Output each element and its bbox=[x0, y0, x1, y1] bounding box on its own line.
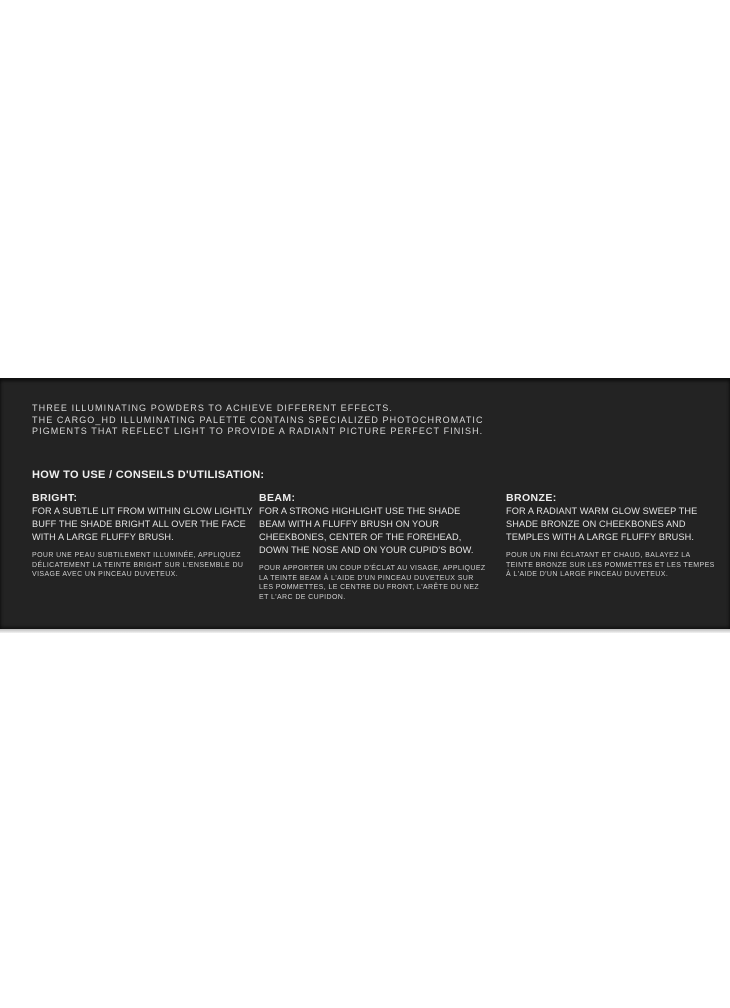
shade-beam-french: POUR APPORTER UN COUP D'ÉCLAT AU VISAGE, APPLIQUEZ LA TEINTE BEAM À L'AIDE D'UN PINCEAU DUVETEUX SUR LES POMMETTES, LE CENTRE DU FRONT, L'ARÊTE DU NEZ ET L'ARC DE CUPIDON. bbox=[259, 565, 486, 601]
shade-beam-english: FOR A STRONG HIGHLIGHT USE THE SHADE BEAM WITH A FLUFFY BRUSH ON YOUR CHEEKBONES, CENTER OF THE FOREHEAD, DOWN THE NOSE AND ON YOUR CUPID'S BOW. bbox=[259, 506, 474, 555]
shade-beam-section bbox=[259, 492, 489, 602]
shade-bright-title: BRIGHT: bbox=[32, 492, 78, 504]
shade-bright-section bbox=[32, 492, 262, 580]
shade-bright-french: POUR UNE PEAU SUBTILEMENT ILLUMINÉE, APPLIQUEZ DÉLICATEMENT LA TEINTE BRIGHT SUR L'ENSEMBLE DU VISAGE AVEC UN PINCEAU DUVETEUX. bbox=[32, 552, 244, 578]
shade-bronze-title: BRONZE: bbox=[506, 492, 557, 504]
intro-text bbox=[32, 403, 692, 438]
intro-line-1: THREE ILLUMINATING POWDERS TO ACHIEVE DIFFERENT EFFECTS. bbox=[32, 403, 393, 413]
shade-bronze-english: FOR A RADIANT WARM GLOW SWEEP THE SHADE BRONZE ON CHEEKBONES AND TEMPLES WITH A LARGE FLUFFY BRUSH. bbox=[506, 506, 698, 542]
shade-bright-english: FOR A SUBTLE LIT FROM WITHIN GLOW LIGHTLY BUFF THE SHADE BRIGHT ALL OVER THE FACE WITH A LARGE FLUFFY BRUSH. bbox=[32, 506, 253, 542]
intro-line-3: PIGMENTS THAT REFLECT LIGHT TO PROVIDE A RADIANT PICTURE PERFECT FINISH. bbox=[32, 426, 484, 436]
product-box-panel bbox=[0, 378, 730, 630]
shade-bronze-section bbox=[506, 492, 716, 580]
how-to-use-heading: HOW TO USE / CONSEILS D'UTILISATION: bbox=[32, 469, 265, 481]
shade-beam-title: BEAM: bbox=[259, 492, 296, 504]
shade-bronze-french: POUR UN FINI ÉCLATANT ET CHAUD, BALAYEZ LA TEINTE BRONZE SUR LES POMMETTES ET LES TEMPES À L'AIDE D'UN LARGE PINCEAU DUVETEUX. bbox=[506, 552, 715, 578]
intro-line-2: THE CARGO_HD ILLUMINATING PALETTE CONTAINS SPECIALIZED PHOTOCHROMATIC bbox=[32, 414, 484, 425]
